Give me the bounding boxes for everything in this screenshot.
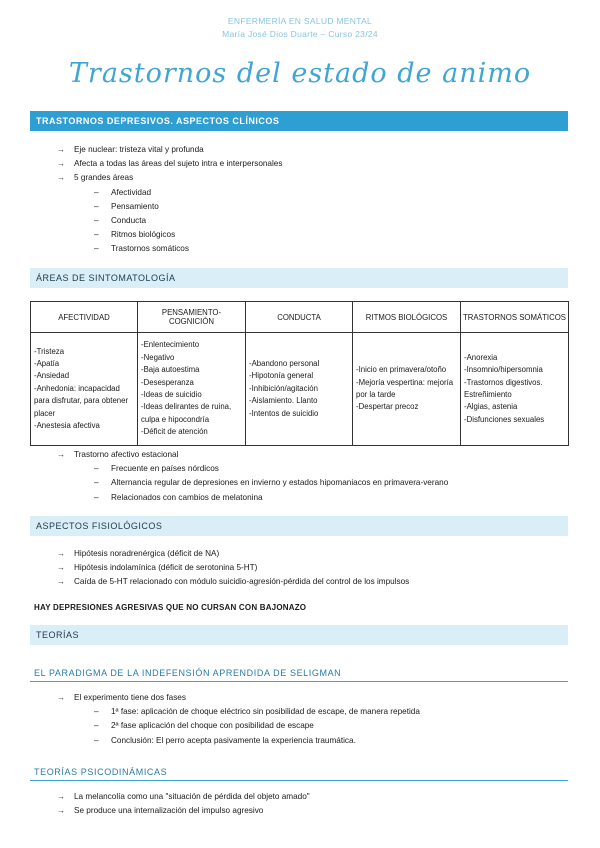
list-subitem: – Trastornos somáticos [57, 242, 282, 256]
dash-icon: – [94, 230, 99, 240]
arrow-icon: → [57, 159, 65, 169]
section-heading-trastornos-depresivos: TRASTORNOS DEPRESIVOS. ASPECTOS CLÍNICOS [30, 111, 568, 131]
table-header-cell: TRASTORNOS SOMÁTICOS [461, 302, 569, 333]
list-subitem: – Pensamiento [57, 200, 282, 214]
list-subitem: – 2ª fase aplicación del choque con posibilidad de escape [57, 719, 420, 733]
list-subitem: – Conducta [57, 214, 282, 228]
arrow-icon: → [57, 563, 65, 573]
list-item: → El experimento tiene dos fases [57, 691, 420, 705]
seligman-list [57, 691, 420, 748]
table-header-row [31, 302, 569, 333]
list-item: → 5 grandes áreas [57, 171, 282, 185]
section1-list [57, 143, 282, 257]
table-cell-afectividad: -Tristeza -Apatía -Ansiedad -Anhedonia: incapacidad para disfrutar, para obtener placer -Anestesia afectiva [31, 333, 138, 446]
page-title: Trastornos del estado de animo [68, 58, 532, 89]
dash-icon: – [94, 244, 99, 254]
arrow-icon: → [57, 173, 65, 183]
arrow-icon: → [57, 450, 65, 459]
table-header-cell: RITMOS BIOLÓGICOS [353, 302, 461, 333]
subheading-indefension-aprendida: EL PARADIGMA DE LA INDEFENSIÓN APRENDIDA DE SELIGMAN [30, 664, 568, 682]
table-header-cell: AFECTIVIDAD [31, 302, 138, 333]
dash-icon: – [94, 478, 99, 488]
list-subitem: – Conclusión: El perro acepta pasivamente la experiencia traumática. [57, 734, 420, 748]
list-item: → Se produce una internalización del impulso agresivo [57, 804, 310, 818]
dash-icon: – [94, 721, 99, 731]
dash-icon: – [94, 735, 99, 745]
dash-icon: – [94, 215, 99, 225]
document-header-author: María José Dios Duarte – Curso 23/24 [222, 29, 378, 39]
section-heading-aspectos-fisiologicos: ASPECTOS FISIOLÓGICOS [30, 516, 568, 536]
section3-list [57, 547, 409, 590]
dash-icon: – [94, 492, 99, 502]
list-subitem: – 1ª fase: aplicación de choque eléctrico sin posibilidad de escape, de manera repetida [57, 705, 420, 719]
list-subitem: – Relacionados con cambios de melatonina [57, 491, 448, 505]
list-subitem: – Ritmos biológicos [57, 228, 282, 242]
list-subitem: – Afectividad [57, 186, 282, 200]
table-row [31, 333, 569, 446]
dash-icon: – [94, 707, 99, 717]
section-heading-teorias: TEORÍAS [30, 625, 568, 645]
table-cell-pensamiento: -Enlentecimiento -Negativo -Baja autoestima -Desesperanza -Ideas de suicidio -Ideas delirantes de ruina, culpa e hipocondría -Déficit de atención [138, 333, 246, 446]
arrow-icon: → [57, 549, 65, 558]
dash-icon: – [94, 187, 99, 197]
list-item: → Hipótesis noradrenérgica (déficit de NA) [57, 547, 409, 561]
section-heading-areas-sintomatologia: ÁREAS DE SINTOMATOLOGÍA [30, 268, 568, 288]
dash-icon: – [94, 464, 99, 474]
arrow-icon: → [57, 577, 65, 587]
table-header-cell: PENSAMIENTO-COGNICIÓN [138, 302, 246, 333]
subheading-teorias-psicodinamicas: TEORÍAS PSICODINÁMICAS [30, 763, 568, 781]
arrow-icon: → [57, 792, 65, 801]
section2-list [57, 448, 448, 505]
list-item: → La melancolía como una "situación de pérdida del objeto amado" [57, 790, 310, 804]
arrow-icon: → [57, 693, 65, 702]
list-subitem: – Frecuente en países nórdicos [57, 462, 448, 476]
symptom-table [30, 301, 569, 446]
document-header-course: ENFERMERÍA EN SALUD MENTAL [227, 16, 373, 26]
arrow-icon: → [57, 145, 65, 154]
list-item: → Hipótesis indolamínica (déficit de serotonina 5-HT) [57, 561, 409, 575]
list-subitem: – Alternancia regular de depresiones en invierno y estados hipomaniacos en primavera-verano [57, 476, 448, 490]
dash-icon: – [94, 201, 99, 211]
list-item: → Trastorno afectivo estacional [57, 448, 448, 462]
list-item: → Afecta a todas las áreas del sujeto intra e interpersonales [57, 157, 282, 171]
arrow-icon: → [57, 806, 65, 816]
table-header-cell: CONDUCTA [246, 302, 353, 333]
psicodinamicas-list [57, 790, 310, 818]
table-cell-ritmos: -Inicio en primavera/otoño -Mejoría vespertina: mejoría por la tarde -Despertar precoz [353, 333, 461, 446]
table-cell-somaticos: -Anorexia -Insomnio/hipersomnia -Trastornos digestivos. Estreñimiento -Algias, astenia -Disfunciones sexuales [461, 333, 569, 446]
list-item: → Eje nuclear: tristeza vital y profunda [57, 143, 282, 157]
list-item: → Caída de 5-HT relacionado con módulo suicidio-agresión-pérdida del control de los impulsos [57, 575, 409, 589]
table-cell-conducta: -Abandono personal -Hipotonía general -Inhibición/agitación -Aislamiento. Llanto -Intentos de suicidio [246, 333, 353, 446]
note-depresiones-agresivas: HAY DEPRESIONES AGRESIVAS QUE NO CURSAN CON BAJONAZO [34, 603, 307, 612]
